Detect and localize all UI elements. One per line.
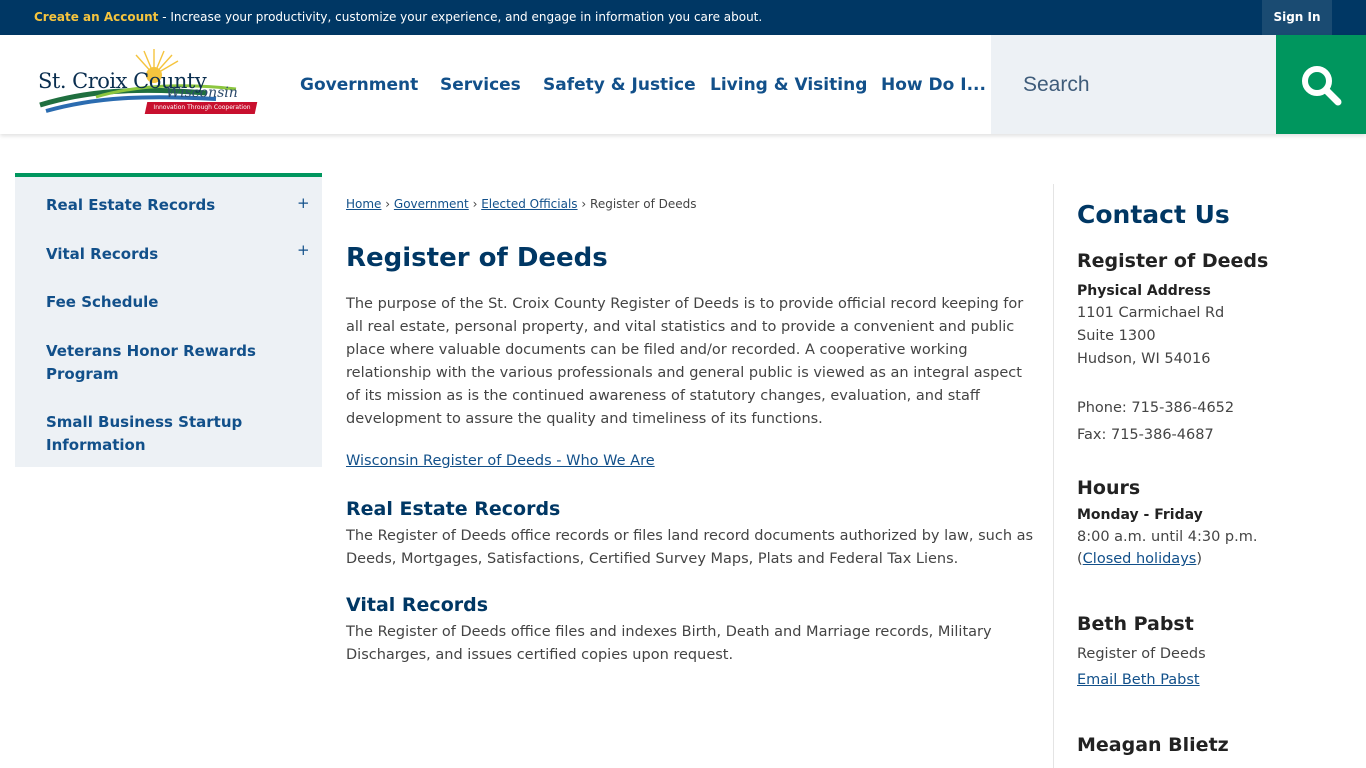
section-heading-real-estate: Real Estate Records [346, 498, 561, 520]
create-account-link[interactable]: Create an Account [34, 10, 159, 24]
person-role: Register of Deeds [1077, 646, 1206, 662]
section-text-vital-records: The Register of Deeds office files and indexes Birth, Death and Marriage records, Military Discharges, and issues certified copies upon request. [346, 624, 992, 663]
contact-fax: Fax: 715-386-4687 [1077, 427, 1214, 443]
email-beth-pabst-link[interactable]: Email Beth Pabst [1077, 672, 1200, 688]
column-divider [1053, 184, 1054, 768]
county-logo[interactable] [36, 49, 260, 121]
announcement-message: - Increase your productivity, customize your experience, and engage in information you care about. [158, 10, 763, 24]
breadcrumb-government[interactable]: Government [393, 197, 469, 211]
expand-vital-records-icon[interactable]: + [297, 241, 310, 259]
nav-services[interactable]: Services [440, 74, 521, 95]
breadcrumb-current: Register of Deeds [590, 197, 697, 211]
search-box [991, 35, 1276, 134]
search-button[interactable] [1276, 35, 1366, 134]
nav-government[interactable]: Government [300, 74, 419, 95]
hours-time: 8:00 a.m. until 4:30 p.m. [1077, 529, 1258, 545]
nav-living-visiting[interactable]: Living & Visiting [710, 74, 868, 95]
hours-note [1077, 551, 1202, 567]
breadcrumb-elected-officials[interactable]: Elected Officials [481, 197, 578, 211]
nav-how-do-i[interactable]: How Do I... [881, 74, 986, 95]
site-header [0, 35, 1366, 134]
person-name: Beth Pabst [1077, 613, 1194, 635]
intro-paragraph: The purpose of the St. Croix County Register of Deeds is to provide official record keeping for all real estate, personal property, and vital statistics and to provide a convenient and public place where valuable documents can be filed and/or recorded. A cooperative working relationship with the various professionals and general public is viewed as an integral aspect of its mission as is the continued awareness of statutory changes, evaluation, and staff development to assure the quality and timeliness of its functions. [346, 296, 1024, 427]
logo-tagline: Innovation Through Cooperation [153, 104, 251, 111]
hours-open-paren: ( [1077, 551, 1083, 567]
address-line: 1101 Carmichael Rd [1077, 305, 1225, 321]
nav-safety-justice[interactable]: Safety & Justice [543, 74, 696, 95]
top-announcement-bar [0, 0, 1366, 35]
sidebar-item-vital-records[interactable]: Vital Records [46, 245, 159, 263]
address-line: Suite 1300 [1077, 328, 1156, 344]
announcement-text [34, 10, 762, 24]
sidebar-item-small-business-startup[interactable]: Small Business Startup Information [46, 413, 243, 454]
hours-close-paren: ) [1196, 551, 1203, 567]
hours-title: Hours [1077, 477, 1141, 499]
person-name: Meagan Blietz [1077, 734, 1229, 756]
who-we-are-link[interactable]: Wisconsin Register of Deeds - Who We Are [346, 453, 655, 469]
contact-title: Contact Us [1077, 200, 1230, 229]
sidebar-nav [15, 173, 322, 467]
address-line: Hudson, WI 54016 [1077, 351, 1211, 367]
sidebar-item-real-estate-records[interactable]: Real Estate Records [46, 196, 216, 214]
breadcrumb [346, 197, 697, 211]
closed-holidays-link[interactable]: Closed holidays [1082, 551, 1197, 567]
breadcrumb-home[interactable]: Home [346, 197, 382, 211]
breadcrumb-separator: › [385, 197, 391, 211]
sign-in-button[interactable]: Sign In [1262, 0, 1332, 35]
contact-phone: Phone: 715-386-4652 [1077, 400, 1235, 416]
logo-title: St. Croix County [38, 69, 207, 93]
breadcrumb-separator: › [581, 197, 587, 211]
breadcrumb-separator: › [472, 197, 478, 211]
sidebar-item-veterans-honor-rewards[interactable]: Veterans Honor Rewards Program [46, 342, 256, 383]
section-heading-vital-records: Vital Records [346, 594, 489, 616]
section-text-real-estate: The Register of Deeds office records or files land record documents authorized by law, such as Deeds, Mortgages, Satisfactions, Certified Survey Maps, Plats and Federal Tax Liens. [346, 528, 1034, 567]
sidebar-item-fee-schedule[interactable]: Fee Schedule [46, 293, 159, 311]
expand-real-estate-icon[interactable]: + [297, 194, 310, 212]
logo-subtitle: Wisconsin [166, 85, 238, 101]
hours-days: Monday - Friday [1077, 507, 1203, 523]
search-icon [1299, 63, 1343, 107]
contact-office: Register of Deeds [1077, 250, 1269, 272]
page-title: Register of Deeds [346, 243, 608, 273]
search-input[interactable] [991, 35, 1276, 134]
address-label: Physical Address [1077, 283, 1211, 299]
